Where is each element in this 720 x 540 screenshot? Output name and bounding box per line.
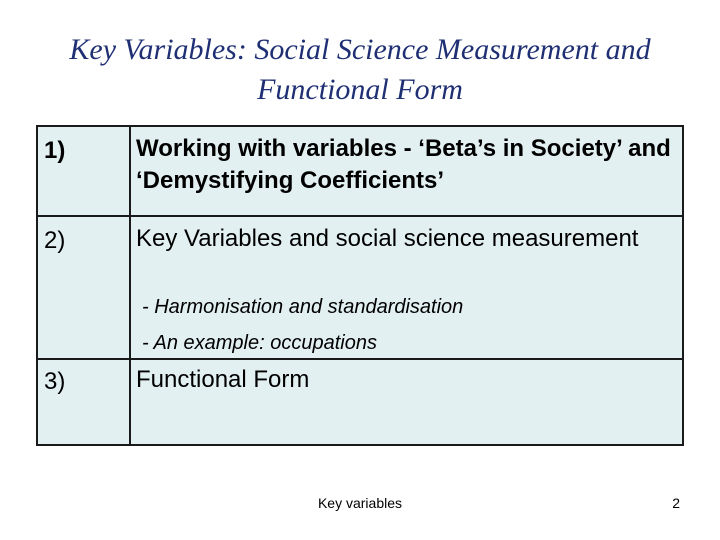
agenda-table — [36, 125, 684, 446]
agenda-item-1-number: 1) — [44, 137, 66, 164]
agenda-item-2-text: Key Variables and social science measurement — [136, 225, 639, 252]
agenda-subitem-2: - An example: occupations — [142, 332, 377, 354]
slide-title — [0, 30, 720, 110]
slide-title-line-2: Functional Form — [257, 73, 463, 106]
footer-label: Key variables — [317, 495, 403, 511]
slide-title-line-1: Key Variables: Social Science Measurement and — [69, 33, 651, 66]
agenda-item-2-number: 2) — [44, 227, 66, 254]
agenda-subitem-1: - Harmonisation and standardisation — [142, 296, 464, 318]
agenda-item-3-text: Functional Form — [136, 366, 310, 393]
agenda-item-3-number: 3) — [44, 368, 66, 395]
column-divider — [129, 127, 131, 444]
page-number: 2 — [672, 495, 680, 511]
row-divider-1 — [38, 215, 682, 217]
agenda-item-2-subitems — [142, 289, 672, 361]
agenda-item-1-text: Working with variables - ‘Beta’s in Society’ and ‘Demystifying Coefficients’ — [136, 135, 671, 194]
